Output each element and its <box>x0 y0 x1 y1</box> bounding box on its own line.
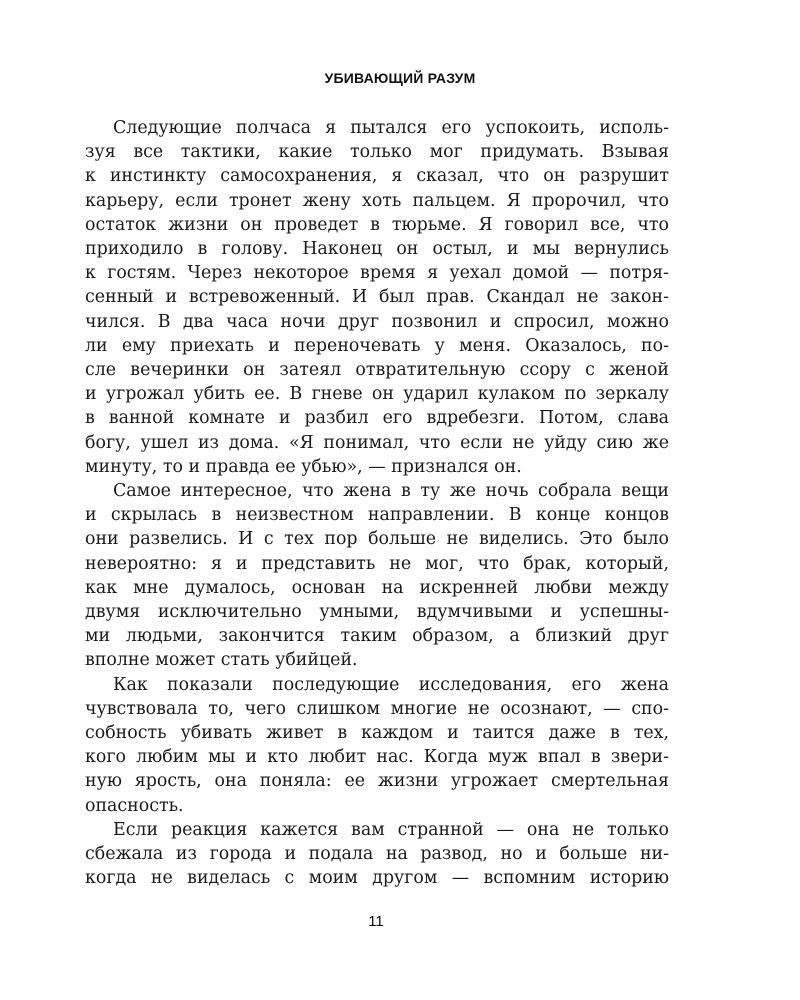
page-number: 11 <box>368 913 384 930</box>
text-line: ли ему приехать и переночевать у меня. Оказалось, по- <box>85 335 669 356</box>
text-line: Следующие полчаса я пытался его успокоить, исполь- <box>113 118 669 138</box>
text-line: карьеру, если тронет жену хоть пальцем. Я пророчил, что <box>85 190 669 211</box>
text-line: собность убивать живет в каждом и таится даже в тех, <box>85 723 669 744</box>
text-line: приходило в голову. Наконец он остыл, и мы вернулись <box>85 239 669 260</box>
paragraph-4 <box>85 818 669 891</box>
text-line: зуя все тактики, какие только мог придумать. Взывая <box>85 142 669 163</box>
text-line: минуту, то и правда ее убью», — признался он. <box>85 456 522 477</box>
text-line: как мне думалось, основан на искренней любви между <box>85 577 669 598</box>
text-line: ми людьми, закончится таким образом, а близкий друг <box>85 626 669 647</box>
text-line: и скрылась в неизвестном направлении. В конце концов <box>85 505 669 526</box>
text-line: богу, ушел из дома. «Я понимал, что если не уйду сию же <box>85 432 669 453</box>
text-line: невероятно: я и представить не мог, что брак, который, <box>85 553 669 574</box>
text-line: опасность. <box>85 795 184 816</box>
text-line: вполне может стать убийцей. <box>85 650 358 671</box>
text-line: к инстинкту самосохранения, я сказал, что он разрушит <box>85 166 669 187</box>
text-line: сенный и встревоженный. И был прав. Скандал не закон- <box>85 287 669 308</box>
text-line: Если реакция кажется вам странной — она не только <box>113 819 669 840</box>
text-line: они развелись. И с тех пор больше не виделись. Это было <box>85 529 669 550</box>
text-line: и угрожал убить ее. В гневе он ударил кулаком по зеркалу <box>85 384 669 405</box>
text-line: когда не виделась с моим другом — вспомним историю <box>85 868 669 889</box>
paragraph-2 <box>85 479 669 673</box>
running-title: УБИВАЮЩИЙ РАЗУМ <box>324 70 476 86</box>
text-line: Самое интересное, что жена в ту же ночь собрала вещи <box>113 481 669 502</box>
text-line: чувствовала то, чего слишком многие не осознают, — спо- <box>85 698 669 719</box>
text-line: ную ярость, она поняла: ее жизни угрожает смертельная <box>85 771 669 792</box>
text-line: сбежала из города и подала на развод, но и больше ни- <box>85 844 669 865</box>
text-line: остаток жизни он проведет в тюрьме. Я говорил все, что <box>85 214 669 235</box>
text-line: в ванной комнате и разбил его вдребезги. Потом, слава <box>85 408 669 429</box>
paragraph-1 <box>85 116 669 479</box>
text-line: кого любим мы и кто любит нас. Когда муж впал в звери- <box>85 747 669 768</box>
text-line: чился. В два часа ночи друг позвонил и спросил, можно <box>85 311 669 332</box>
text-line: к гостям. Через некоторое время я уехал домой — потря- <box>85 263 669 284</box>
text-line: Как показали последующие исследования, его жена <box>113 674 669 695</box>
body-text <box>85 116 669 891</box>
paragraph-3 <box>85 673 669 818</box>
text-line: сле вечеринки он затеял отвратительную ссору с женой <box>85 360 669 381</box>
text-line: двумя исключительно умными, вдумчивыми и успешны- <box>85 602 669 623</box>
